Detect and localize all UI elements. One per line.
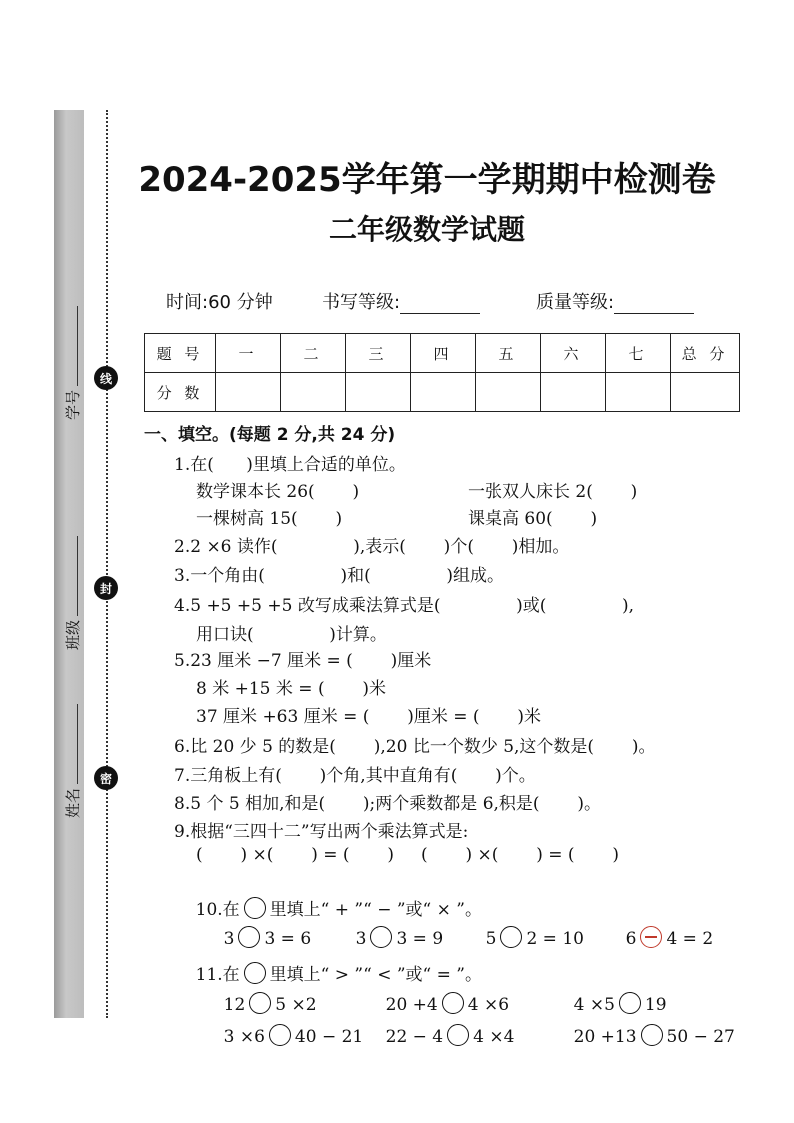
table-cell: 一 xyxy=(216,334,281,373)
q10-item: 6 4 = 2 xyxy=(604,906,713,969)
name-field[interactable] xyxy=(62,704,83,818)
student-no-field[interactable] xyxy=(62,306,83,420)
q10-item: 5 2 = 10 xyxy=(464,906,584,969)
student-no-label: 学号 xyxy=(64,389,82,420)
table-cell: 六 xyxy=(541,334,606,373)
answer-circle[interactable] xyxy=(447,1024,469,1046)
score-input-cell[interactable] xyxy=(281,373,346,412)
class-label: 班级 xyxy=(64,619,82,650)
score-input-cell[interactable] xyxy=(346,373,411,412)
writing-grade-field[interactable] xyxy=(322,288,480,314)
table-cell: 二 xyxy=(281,334,346,373)
time-info: 时间:60 分钟 xyxy=(166,292,273,313)
score-input-cell[interactable] xyxy=(671,373,740,412)
q11-item: 12 5 ×2 xyxy=(202,972,317,1035)
question-line: 9.根据“三四十二”写出两个乘法算式是: xyxy=(174,822,469,842)
seal-secret: 密 xyxy=(94,766,118,790)
exam-subtitle: 二年级数学试题 xyxy=(328,213,525,246)
question-line: 3.一个角由( )和( )组成。 xyxy=(174,566,505,586)
q11-item: 20 +13 50 − 27 xyxy=(552,1004,735,1067)
question-line: 6.比 20 少 5 的数是( ),20 比一个数少 5,这个数是( )。 xyxy=(174,737,656,757)
question-line: 7.三角板上有( )个角,其中直角有( )个。 xyxy=(174,766,536,786)
question-line: 37 厘米 +63 厘米 = ( )厘米 = ( )米 xyxy=(196,707,542,727)
seal-line: 线 xyxy=(94,366,118,390)
question-line: 课桌高 60( ) xyxy=(468,509,598,529)
q11-item: 20 +4 4 ×6 xyxy=(364,972,509,1035)
exam-title: 2024-2025学年第一学期期中检测卷 xyxy=(138,160,716,200)
answer-circle[interactable] xyxy=(269,1024,291,1046)
q11-item: 22 − 4 4 ×4 xyxy=(364,1004,514,1067)
table-cell: 五 xyxy=(476,334,541,373)
score-input-cell[interactable] xyxy=(476,373,541,412)
writing-grade-label: 书写等级: xyxy=(322,292,401,313)
question-line: ( ) ×( ) = ( ) ( ) ×( ) = ( ) xyxy=(196,845,619,865)
answer-circle-filled[interactable] xyxy=(640,926,662,948)
question-line: 1.在( )里填上合适的单位。 xyxy=(174,455,406,475)
minus-sign-icon xyxy=(645,936,657,938)
quality-grade-field[interactable] xyxy=(536,288,694,314)
q10-item: 3 3 = 9 xyxy=(334,906,443,969)
score-table-header-row xyxy=(145,334,740,373)
table-cell: 七 xyxy=(606,334,671,373)
class-field[interactable] xyxy=(62,536,83,650)
score-table-score-row xyxy=(145,373,740,412)
table-cell: 总 分 xyxy=(671,334,740,373)
question-line: 2.2 ×6 读作( ),表示( )个( )相加。 xyxy=(174,537,570,557)
score-input-cell[interactable] xyxy=(411,373,476,412)
score-input-cell[interactable] xyxy=(541,373,606,412)
score-table xyxy=(144,333,740,412)
score-input-cell[interactable] xyxy=(606,373,671,412)
question-line: 4.5 +5 +5 +5 改写成乘法算式是( )或( ), xyxy=(174,596,635,616)
question-11-prompt: 11.在 里填上“ > ”“ < ”或“ = ”。 xyxy=(174,940,482,1005)
score-input-cell[interactable] xyxy=(216,373,281,412)
table-cell: 四 xyxy=(411,334,476,373)
table-cell: 三 xyxy=(346,334,411,373)
question-line: 8.5 个 5 相加,和是( );两个乘数都是 6,积是( )。 xyxy=(174,794,601,814)
question-line: 一张双人床长 2( ) xyxy=(468,482,638,502)
question-10-prompt: 10.在 里填上“ + ”“ − ”或“ × ”。 xyxy=(174,875,482,940)
q10-item: 3 3 = 6 xyxy=(202,906,311,969)
quality-grade-label: 质量等级: xyxy=(536,292,615,313)
seal-seal: 封 xyxy=(94,576,118,600)
question-line: 8 米 +15 米 = ( )米 xyxy=(196,679,387,699)
name-label: 姓名 xyxy=(64,787,82,818)
question-line: 5.23 厘米 −7 厘米 = ( )厘米 xyxy=(174,651,432,671)
q11-item: 4 ×5 19 xyxy=(552,972,667,1035)
answer-circle[interactable] xyxy=(500,926,522,948)
question-line: 用口诀( )计算。 xyxy=(196,625,387,645)
q11-item: 3 ×6 40 − 21 xyxy=(202,1004,363,1067)
answer-circle[interactable] xyxy=(641,1024,663,1046)
table-cell: 题 号 xyxy=(145,334,216,373)
section-heading: 一、填空。(每题 2 分,共 24 分) xyxy=(144,425,396,445)
question-line: 数学课本长 26( ) xyxy=(196,482,360,502)
question-line: 一棵树高 15( ) xyxy=(196,509,343,529)
table-cell: 分 数 xyxy=(145,373,216,412)
